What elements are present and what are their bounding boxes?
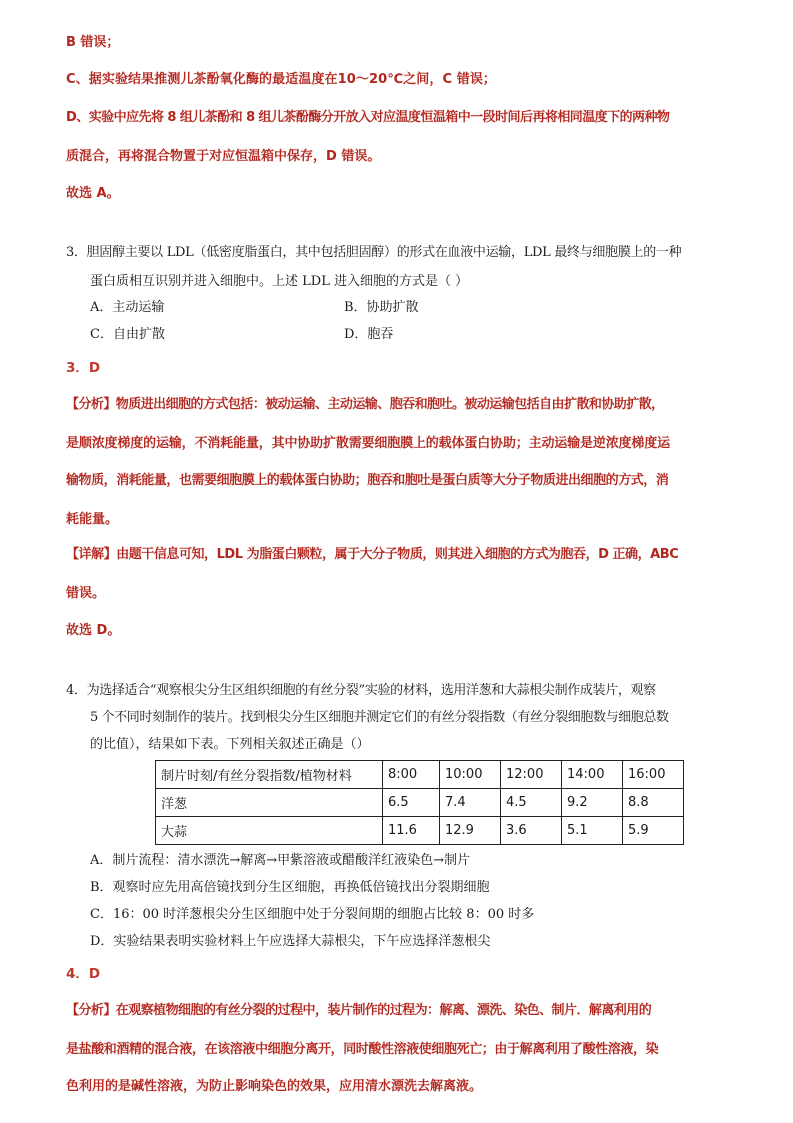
prev-b-line: B 错误； bbox=[66, 35, 120, 50]
q3-answer: 3．D bbox=[66, 360, 101, 376]
table-row bbox=[156, 789, 684, 817]
q4-stem-line-2: 5 个不同时刻制作的装片。找到根尖分生区细胞并测定它们的有丝分裂指数（有丝分裂细胞数与细胞总数 bbox=[90, 710, 669, 725]
table-header-cell: 10:00 bbox=[440, 761, 501, 789]
mitosis-index-table bbox=[155, 760, 684, 845]
q3-option-a: A．主动运输 bbox=[90, 300, 165, 315]
q4-analysis-line-2: 是盐酸和酒精的混合液，在该溶液中细胞分离开，同时酸性溶液使细胞死亡；由于解离利用了酸性溶液，染 bbox=[66, 1042, 659, 1057]
table-cell: 8.8 bbox=[623, 789, 684, 817]
q3-option-d: D．胞吞 bbox=[344, 327, 394, 342]
table-cell: 4.5 bbox=[501, 789, 562, 817]
table-cell: 12.9 bbox=[440, 817, 501, 845]
table-header-cell: 12:00 bbox=[501, 761, 562, 789]
table-cell: 3.6 bbox=[501, 817, 562, 845]
prev-d-line-1: D、实验中应先将 8 组儿茶酚和 8 组儿茶酚酶分开放入对应温度恒温箱中一段时间后再将相同温度下的两种物 bbox=[66, 110, 670, 125]
table-cell: 大蒜 bbox=[156, 817, 383, 845]
q4-stem-line-3: 的比值），结果如下表。下列相关叙述正确是（） bbox=[90, 737, 370, 752]
q4-option-c: C．16：00 时洋葱根尖分生区细胞中处于分裂间期的细胞占比较 8：00 时多 bbox=[90, 907, 535, 922]
table-cell: 7.4 bbox=[440, 789, 501, 817]
table-row bbox=[156, 817, 684, 845]
q4-answer: 4．D bbox=[66, 966, 101, 982]
table-cell: 9.2 bbox=[562, 789, 623, 817]
q3-stem-line-1: 3．胆固醇主要以 LDL（低密度脂蛋白，其中包括胆固醇）的形式在血液中运输，LDL 最终与细胞膜上的一种 bbox=[66, 245, 682, 260]
table-cell: 5.9 bbox=[623, 817, 684, 845]
table-header-row bbox=[156, 761, 684, 789]
q3-option-c: C．自由扩散 bbox=[90, 327, 165, 342]
table-header-cell: 8:00 bbox=[383, 761, 440, 789]
q3-stem-line-2: 蛋白质相互识别并进入细胞中。上述 LDL 进入细胞的方式是（ ） bbox=[90, 274, 469, 289]
q3-option-b: B．协助扩散 bbox=[344, 300, 419, 315]
table-cell: 5.1 bbox=[562, 817, 623, 845]
prev-c-line: C、据实验结果推测儿茶酚氧化酶的最适温度在10～20℃之间，C 错误； bbox=[66, 72, 497, 87]
prev-d-line-2: 质混合，再将混合物置于对应恒温箱中保存，D 错误。 bbox=[66, 149, 381, 164]
q4-option-b: B．观察时应先用高倍镜找到分生区细胞，再换低倍镜找出分裂期细胞 bbox=[90, 880, 490, 895]
table-cell: 洋葱 bbox=[156, 789, 383, 817]
q4-option-d: D．实验结果表明实验材料上午应选择大蒜根尖，下午应选择洋葱根尖 bbox=[90, 934, 491, 949]
table-header-cell: 制片时刻/有丝分裂指数/植物材料 bbox=[156, 761, 383, 789]
q3-choose: 故选 D。 bbox=[66, 623, 121, 638]
q4-analysis-line-3: 色利用的是碱性溶液，为防止影响染色的效果，应用清水漂洗去解离液。 bbox=[66, 1079, 483, 1094]
table-header-cell: 16:00 bbox=[623, 761, 684, 789]
q3-analysis-line-1: 【分析】物质进出细胞的方式包括：被动运输、主动运输、胞吞和胞吐。被动运输包括自由扩散和协助扩散， bbox=[66, 397, 664, 412]
prev-choose: 故选 A。 bbox=[66, 186, 120, 201]
q4-option-a: A．制片流程：清水漂洗→解离→甲紫溶液或醋酸洋红液染色→制片 bbox=[90, 853, 471, 868]
q3-detail-line-2: 错误。 bbox=[66, 586, 106, 601]
table-cell: 11.6 bbox=[383, 817, 440, 845]
q3-analysis-line-2: 是顺浓度梯度的运输，不消耗能量，其中协助扩散需要细胞膜上的载体蛋白协助；主动运输是逆浓度梯度运 bbox=[66, 436, 670, 451]
q4-analysis-line-1: 【分析】在观察植物细胞的有丝分裂的过程中，装片制作的过程为：解离、漂洗、染色、制片．解离利用的 bbox=[66, 1003, 652, 1018]
q3-detail-line-1: 【详解】由题干信息可知，LDL 为脂蛋白颗粒，属于大分子物质，则其进入细胞的方式为胞吞，D 正确，ABC bbox=[66, 547, 679, 562]
q4-stem-line-1: 4．为选择适合“观察根尖分生区组织细胞的有丝分裂”实验的材料，选用洋葱和大蒜根尖制作成装片，观察 bbox=[66, 683, 656, 698]
table-cell: 6.5 bbox=[383, 789, 440, 817]
table-header-cell: 14:00 bbox=[562, 761, 623, 789]
q3-analysis-line-3: 输物质，消耗能量，也需要细胞膜上的载体蛋白协助；胞吞和胞吐是蛋白质等大分子物质进出细胞的方式，消 bbox=[66, 473, 669, 488]
q3-analysis-line-4: 耗能量。 bbox=[66, 512, 119, 527]
